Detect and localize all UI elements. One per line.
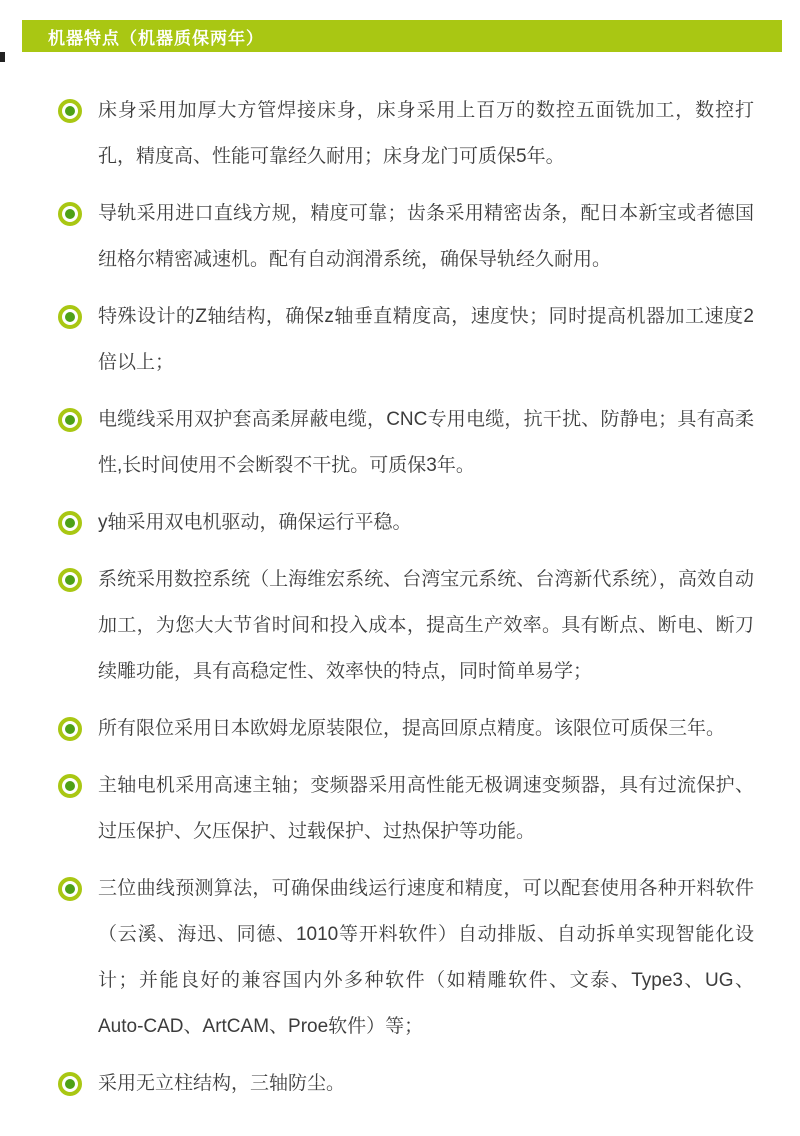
feature-item (0, 866, 800, 1050)
bullet-target-icon (58, 717, 82, 741)
bullet-target-icon (58, 511, 82, 535)
feature-item (0, 500, 800, 546)
feature-item (0, 191, 800, 283)
bullet-target-icon (58, 99, 82, 123)
feature-text: 特殊设计的Z轴结构，确保z轴垂直精度高，速度快；同时提高机器加工速度2倍以上； (98, 306, 754, 373)
feature-text: 电缆线采用双护套高柔屏蔽电缆，CNC专用电缆，抗干扰、防静电；具有高柔性,长时间使用不会断裂不干扰。可质保3年。 (98, 409, 754, 476)
bullet-target-icon (58, 202, 82, 226)
bullet-target-icon (58, 1072, 82, 1096)
feature-item (0, 294, 800, 386)
feature-list (0, 88, 800, 1107)
feature-text: 采用无立柱结构，三轴防尘。 (98, 1073, 346, 1094)
feature-text: 系统采用数控系统（上海维宏系统、台湾宝元系统、台湾新代系统），高效自动加工，为您大大节省时间和投入成本，提高生产效率。具有断点、断电、断刀续雕功能，具有高稳定性、效率快的特点，同时简单易学； (98, 569, 754, 682)
feature-item (0, 706, 800, 752)
feature-item (0, 1061, 800, 1107)
feature-text: 导轨采用进口直线方规，精度可靠；齿条采用精密齿条，配日本新宝或者德国纽格尔精密减速机。配有自动润滑系统，确保导轨经久耐用。 (98, 203, 754, 270)
feature-text: 主轴电机采用高速主轴；变频器采用高性能无极调速变频器，具有过流保护、过压保护、欠压保护、过载保护、过热保护等功能。 (98, 775, 754, 842)
bullet-target-icon (58, 877, 82, 901)
feature-text: 所有限位采用日本欧姆龙原装限位，提高回原点精度。该限位可质保三年。 (98, 718, 726, 739)
feature-item (0, 397, 800, 489)
bullet-target-icon (58, 774, 82, 798)
page-edge-marker (0, 52, 5, 62)
feature-text: 三位曲线预测算法，可确保曲线运行速度和精度，可以配套使用各种开料软件（云溪、海迅、同德、1010等开料软件）自动排版、自动拆单实现智能化设计；并能良好的兼容国内外多种软件（如精雕软件、文泰、Type3、UG、Auto-CAD、ArtCAM、Proe软件）等； (98, 878, 754, 1037)
bullet-target-icon (58, 305, 82, 329)
feature-item (0, 763, 800, 855)
section-title: 机器特点（机器质保两年） (48, 28, 264, 48)
feature-item (0, 557, 800, 695)
bullet-target-icon (58, 568, 82, 592)
feature-text: 床身采用加厚大方管焊接床身，床身采用上百万的数控五面铣加工，数控打孔，精度高、性能可靠经久耐用；床身龙门可质保5年。 (98, 100, 754, 167)
feature-text: y轴采用双电机驱动，确保运行平稳。 (98, 512, 412, 533)
bullet-target-icon (58, 408, 82, 432)
feature-item (0, 88, 800, 180)
section-header-banner (22, 20, 782, 52)
